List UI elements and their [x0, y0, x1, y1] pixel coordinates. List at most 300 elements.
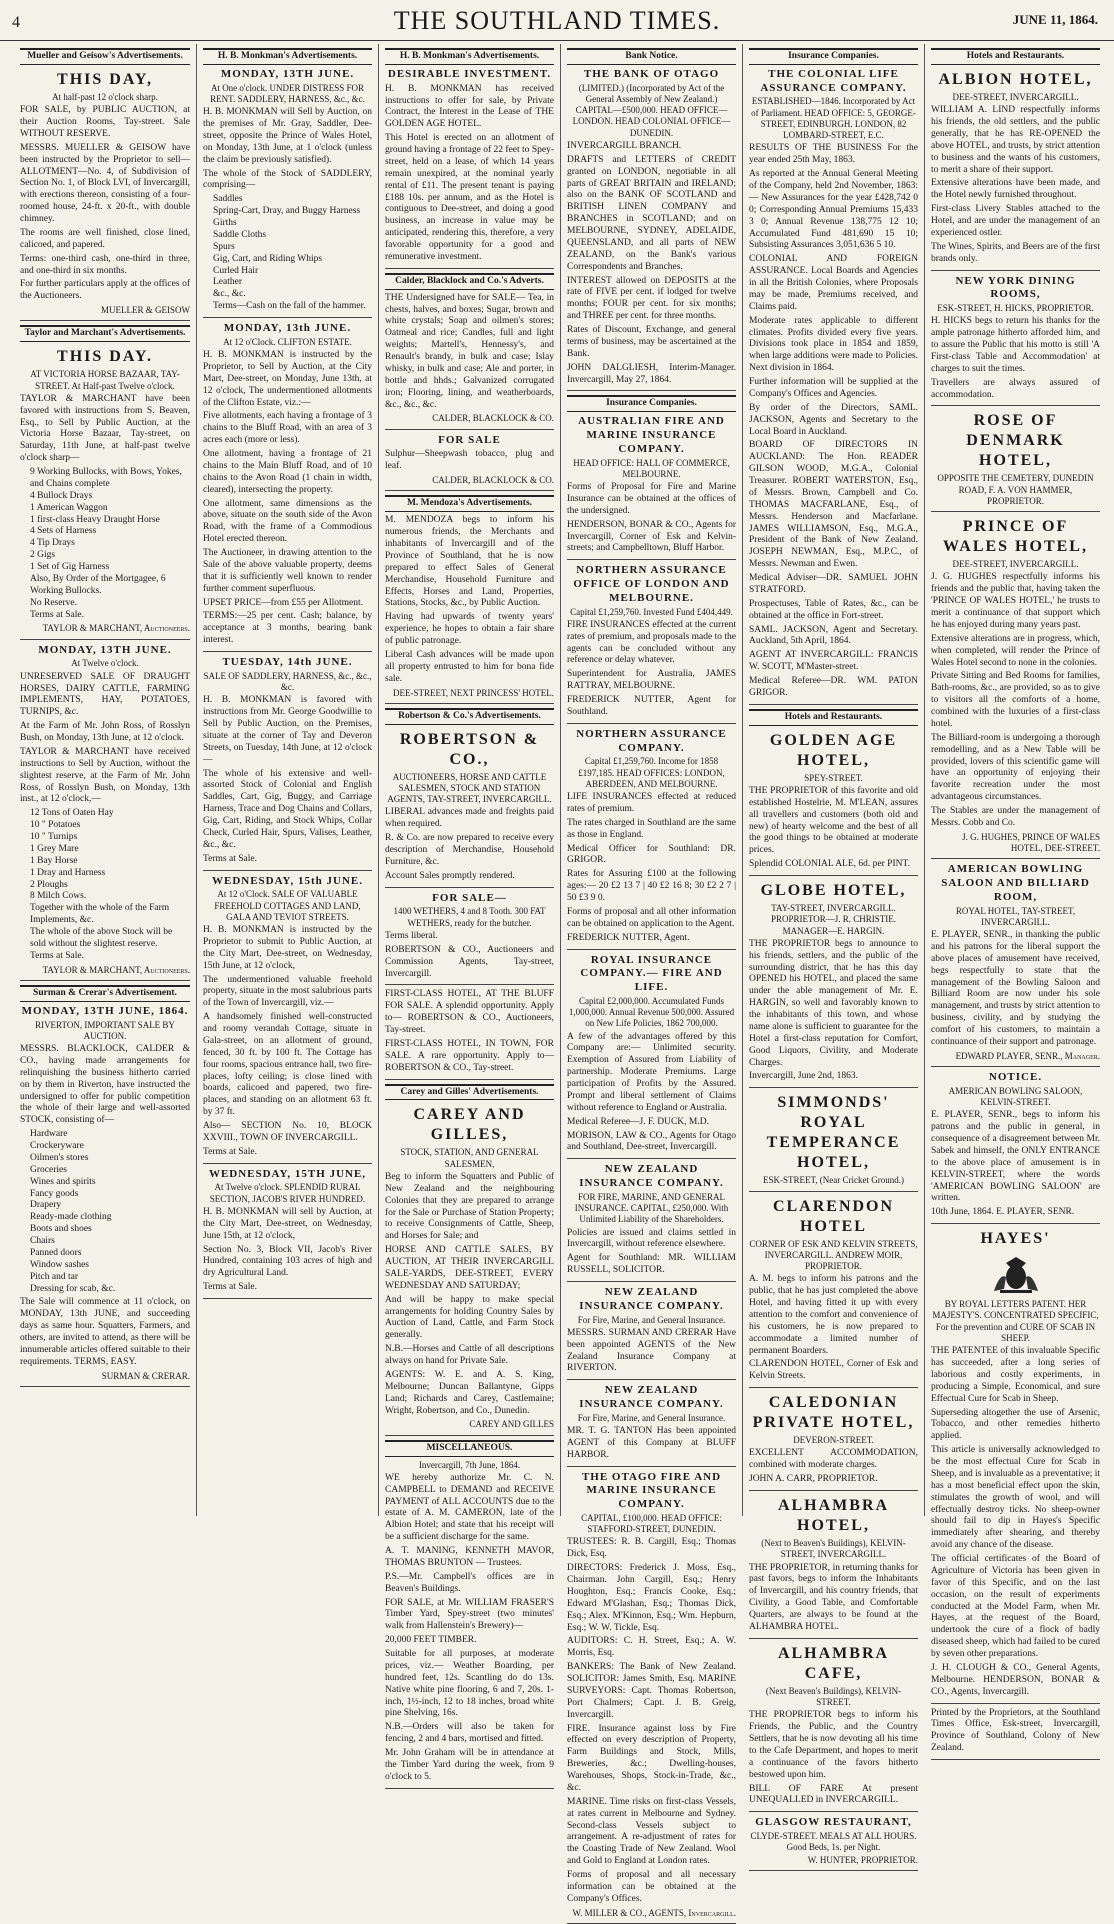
- divider: [20, 980, 190, 981]
- ad-title: FOR SALE—: [432, 891, 507, 904]
- advertisement: [20, 644, 190, 981]
- ad-subtitle: DEVERON-STREET.: [793, 1435, 874, 1446]
- ad-title: WEDNESDAY, 15th JUNE.: [212, 874, 363, 887]
- ad-subtitle: SPEY-STREET.: [804, 772, 863, 783]
- list-item: Groceries: [30, 1164, 67, 1175]
- ad-paragraph: TAYLOR & MARCHANT have been favored with instructions from S. Beaven, Esq., to Sell by Public Auction, at the Victoria Horse Bazaar, Tay-street, on Saturday, 11th June, at half-past twelve o'clock sharp—: [20, 393, 190, 464]
- ad-subtitle: Capital £1,259,760. Income for 1858 £197,185. HEAD OFFICES: LONDON, ABERDEEN, AND MELBOURNE.: [578, 756, 725, 789]
- list-item: 9 Working Bullocks, with Bows, Yokes, and Chains complete: [30, 467, 182, 489]
- ad-paragraph: A handsomely finished well-constructed and roomy verandah Cottage, situate in Gala-street, on an allotment of ground, fenced, 30 ft. by 100 ft. The Cottage has four rooms, spacious entrance hall, two fire-places, lofty ceiling; is close lined with boards, calicoed and papered, two fire-places, and standing on an allotment 63 ft. by 37 ft.: [203, 1012, 372, 1118]
- ad-paragraph: WILLIAM A. LIND respectfully informs his friends, the old settlers, and the public generally, that he has RE-OPENED the above HOTEL, and trusts, by strict attention to business and the wants of his customers, to merit a share of their support.: [931, 105, 1100, 175]
- ad-paragraph: Private Sitting and Bed Rooms for families, Bath-rooms, &c., are provided, so as to give to visitors all the comforts of a home, combined with the luxuries of a first-class hotel.: [931, 671, 1100, 729]
- ad-subtitle: At half-past 12 o'clock sharp.: [52, 91, 158, 102]
- divider: [749, 1490, 918, 1491]
- ad-title: GLASGOW RESTAURANT,: [755, 1816, 912, 1829]
- ad-paragraph: H. B. MONKMAN will sell by Auction, at the City Mart, Dee-street, on Wednesday, June 15th, at 12 o'clock,: [203, 1206, 372, 1241]
- section-header: Insurance Companies.: [567, 395, 736, 412]
- list-item: No Reserve.: [30, 597, 77, 608]
- ad-paragraph: TERMS:—25 per cent. Cash; balance, by acceptance at 3 months, bearing bank interest.: [203, 611, 372, 646]
- list-item: Fancy goods: [30, 1188, 79, 1199]
- advertisement: [203, 656, 372, 871]
- ad-paragraph: Liberal Cash advances will be made upon all property entrusted to him for bona fide sale.: [385, 649, 554, 684]
- ad-section: [203, 48, 372, 1299]
- ad-section: [385, 273, 554, 492]
- ad-title: ROSE OF DENMARK HOTEL,: [966, 412, 1065, 470]
- ad-paragraph: The Auctioneer, in drawing attention to the Sale of the above valuable property, deems that it is sufficiently well known to render further comment superfluous.: [203, 548, 372, 594]
- ad-paragraph: SAML. JACKSON, Agent and Secretary. Auckland, 5th April, 1864.: [749, 624, 918, 647]
- ad-paragraph: The rates charged in Southland are the same as those in England.: [567, 817, 736, 840]
- ad-paragraph: THE PATENTEE of this invaluable Specific has succeeded, after a long series of laborious and costly experiments, in producing a Simple, Economical, and sure Effectual Cure for Scab in Sheep.: [931, 1346, 1100, 1404]
- ad-signature: EDWARD PLAYER, SENR., Manager.: [955, 1050, 1100, 1061]
- ad-paragraph: MORISON, LAW & CO., Agents for Otago and Southland, Dee-street, Invercargill.: [567, 1130, 736, 1153]
- advertisement: [931, 517, 1100, 859]
- ad-signature: DEE-STREET, NEXT PRINCESS' HOTEL.: [392, 687, 554, 698]
- list-item: Gig, Cart, and Riding Whips: [213, 253, 323, 264]
- ad-paragraph: AGENT AT INVERCARGILL: FRANCIS W. SCOTT, M'Master-street.: [749, 650, 918, 673]
- newspaper-columns: [14, 44, 1106, 1918]
- ad-paragraph: The Sale will commence at 11 o'clock, on MONDAY, 13th JUNE, and succeeding days as same hour. Squatters, Farmers, and others, are invited to attend, as there will be innumerable articles offered suitable to their requirements. TERMS, EASY.: [20, 1297, 190, 1367]
- ad-subtitle: At One o'clock. UNDER DISTRESS FOR RENT. SADDLERY, HARNESS, &c., &c.: [210, 82, 365, 104]
- section-header: Robertson & Co.'s Advertisements.: [385, 708, 554, 725]
- advertisement: [203, 1168, 372, 1299]
- ad-paragraph: This Hotel is erected on an allotment of ground having a frontage of 22 feet to Spey-street, held on a lease, of which 14 years remain unexpired, at the nominal yearly rental of £11. The present tenant is paying £188 10s. per annum, and as the Hotel is contiguous to Dee-street, and doing a good business, an increase in value may be anticipated, rendering this, therefore, a very favorable opportunity for a good and remunerative investment.: [385, 133, 554, 262]
- section-header: Hotels and Restaurants.: [749, 709, 918, 726]
- divider: [385, 268, 554, 269]
- ad-paragraph: MR. T. G. TANTON Has been appointed AGENT of this Company at BLUFF HARBOR.: [567, 1426, 736, 1460]
- ad-paragraph: FIRST-CLASS HOTEL, AT THE BLUFF FOR SALE. A splendid opportunity. Apply to— ROBERTSON & CO., Auctioneers, Tay-street.: [385, 989, 554, 1035]
- ad-paragraph: Policies are issued and claims settled in Invercargill, without reference elsewhere.: [567, 1227, 736, 1250]
- divider: [203, 1163, 372, 1164]
- ad-title: THE BANK OF OTAGO: [583, 67, 720, 80]
- ad-paragraph: MESSRS. MUELLER & GEISOW have been instructed by the Proprietor to sell— ALLOTMENT—No. 4, of Subdivision of Section No. 1, of Block LVI, of Invercargill, with erections thereon, consisting of a four-roomed house, 24-ft. x 20-ft., with double chimney.: [20, 142, 190, 224]
- ad-signature: CALDER, BLACKLOCK & CO.: [432, 413, 554, 424]
- ad-paragraph: The Billiard-room is undergoing a thorough remodelling, and as a New Table will be provided, lovers of this scientific game will have an opportunity of enjoying their favorite recreation under the most advantageous circumstances.: [931, 732, 1100, 803]
- ad-paragraph: TAYLOR & MARCHANT have received instructions to Sell by Auction, without the slightest reserve, at the Farm of Mr. John Ross, of Rosslyn Bush, on Monday, 13th inst., at 12 o'clock,—: [20, 746, 190, 805]
- list-item: 1 first-class Heavy Draught Horse: [30, 514, 160, 525]
- advertisement: [567, 68, 736, 392]
- ad-paragraph: TRUSTEES: R. B. Cargill, Esq.; Thomas Dick, Esq.: [567, 1537, 736, 1560]
- ad-paragraph: For further particulars apply at the offices of the Auctioneers.: [20, 279, 190, 302]
- ad-paragraph: A. T. MANING, KENNETH MAVOR, THOMAS BRUNTON — Trustees.: [385, 1546, 554, 1568]
- advertisement: [931, 275, 1100, 407]
- ad-paragraph: THE PROPRIETOR, in returning thanks for past favors, begs to inform the Inhabitants of Invercargill, and his country friends, that Civility, a Good Table, and Comfortable Quarters, are always to be found at the ALHAMBRA HOTEL.: [749, 1562, 918, 1632]
- ad-paragraph: The undermentioned valuable freehold property, situate in the most salubrious parts of the Town of Invercargill, viz.—: [203, 974, 372, 1009]
- ad-subtitle: Capital £1,259,760. Invested Fund £404,449.: [570, 606, 733, 617]
- ad-paragraph: AGENTS: W. E. and A. S. King, Melbourne; Duncan Ballantyne, Gipps Land; Richards and Carey, Castlemaine; Wright, Robertson, and Co., Dunedin.: [385, 1369, 554, 1416]
- ad-subtitle: AUCTIONEERS, HORSE AND CATTLE SALESMEN, STOCK AND STATION AGENTS, TAY-STREET, INVERCARGILL.: [387, 771, 552, 805]
- ad-paragraph: Beg to inform the Squatters and Public of New Zealand and the neighbouring Colonies that they are prepared to arrange for the Sale or Purchase of Station Property; to receive Consignments of Cattle, Sheep, and Horses for Sale; and: [385, 1171, 554, 1242]
- ad-title: DESIRABLE INVESTMENT.: [387, 67, 552, 80]
- ad-paragraph: J. H. CLOUGH & CO., General Agents, Melbourne. HENDERSON, BONAR & CO., Agents, Invercargill.: [931, 1662, 1100, 1697]
- ad-paragraph: Travellers are always assured of accommodation.: [931, 377, 1100, 400]
- divider: [385, 429, 554, 430]
- section-header: Surman & Crerar's Advertisement.: [20, 985, 190, 1002]
- list-item: Terms at Sale.: [30, 950, 84, 961]
- ad-title: NORTHERN ASSURANCE OFFICE OF LONDON AND MELBOURNE.: [573, 564, 730, 604]
- list-item: Chairs: [30, 1236, 55, 1246]
- ad-signature: CALDER, BLACKLOCK & CO.: [432, 475, 554, 486]
- divider: [385, 490, 554, 491]
- ad-paragraph: A few of the advantages offered by this Company are:— Unlimited security. Exemption of Assured from Liability of partnership. Moderate Premiums. Large participation of Profits by the Assured. Prompt and liberal settlement of Claims without reference to England or Australia.: [567, 1031, 736, 1113]
- advertisement: [20, 347, 190, 639]
- column-1: [14, 44, 196, 1516]
- ad-paragraph: UPSET PRICE—from £55 per Allotment.: [203, 597, 364, 608]
- ad-paragraph: RESULTS OF THE BUSINESS For the year ended 25th May, 1863.: [749, 143, 918, 166]
- ad-paragraph: 20,000 FEET TIMBER.: [385, 1635, 477, 1646]
- ad-paragraph: INTEREST allowed on DEPOSITS at the rate of FIVE per cent. if lodged for twelve months; FOUR per cent. for six months; and THREE per cent. for three months.: [567, 275, 736, 322]
- ad-paragraph: E. PLAYER, SENR., in thanking the public and his patrons for the liberal support the above places of amusement have received, begs respectfully to state that the management of the Bowling Saloon and Billiard Room are now under his sole management, and trusts by strict attention to business, civility, and by studying the comfort of his customers, to maintain a continuance of their support and patronage.: [931, 930, 1100, 1047]
- list-item: 2 Ploughs: [30, 879, 68, 890]
- ad-paragraph: The whole of the Stock of SADDLERY, comprising—: [203, 168, 372, 191]
- ad-paragraph: FOR SALE, by PUBLIC AUCTION, at their Auction Rooms, Tay-street. Sale WITHOUT RESERVE.: [20, 105, 190, 139]
- ad-title: CAREY AND GILLES,: [413, 1106, 526, 1144]
- divider: [931, 1066, 1100, 1067]
- divider: [749, 1191, 918, 1192]
- ad-paragraph: MESSRS. SURMAN AND CRERAR Have been appointed AGENTS of the New Zealand Insurance Company at RIVERTON.: [567, 1327, 736, 1374]
- divider: [931, 511, 1100, 512]
- list-item: Drapery: [30, 1200, 62, 1211]
- ad-section: [749, 709, 918, 1871]
- ad-paragraph: Splendid COLONIAL ALE, 6d. per PINT.: [749, 859, 910, 870]
- advertisement: [385, 1460, 554, 1789]
- ad-paragraph: Terms at Sale.: [203, 1146, 257, 1157]
- ad-paragraph: INVERCARGILL BRANCH.: [567, 140, 682, 151]
- ad-paragraph: EXCELLENT ACCOMMODATION, combined with moderate charges.: [749, 1448, 918, 1471]
- ad-paragraph: At the Farm of Mr. John Ross, of Rosslyn Bush, on Monday, 13th June, at 12 o'clock.: [20, 721, 190, 743]
- masthead: [0, 0, 1114, 41]
- ad-paragraph: H. B. MONKMAN is favored with instructions from Mr. George Goodwillie to Sell by Public Auction, on the Premises, situate at the corner of Tay and Deveron Streets, on Tuesday, 14th June, at 12 o'clock—: [203, 695, 372, 765]
- ad-subtitle: At Twelve o'clock. SPLENDID RURAL SECTION, JACOB'S RIVER HUNDRED.: [209, 1182, 366, 1204]
- ad-subtitle: OPPOSITE THE CEMETERY, DUNEDIN ROAD, F. A. VON HAMMER, PROPRIETOR.: [937, 473, 1094, 506]
- ad-title: GLOBE HOTEL,: [760, 882, 907, 899]
- divider: [749, 1870, 918, 1871]
- ad-signature: J. G. HUGHES, PRINCE OF WALES HOTEL, DEE-STREET.: [962, 831, 1100, 853]
- ad-paragraph: LIFE INSURANCES effected at reduced rates of premium.: [567, 792, 736, 814]
- ad-paragraph: WE hereby authorize Mr. C. N. CAMPBELL to DEMAND and RECEIVE PAYMENT of ALL ACCOUNTS due to the estate of A. M. CAMERON, late of the Albion Hotel; and state that his receipt will be a sufficient discharge for the same.: [385, 1472, 554, 1543]
- divider: [567, 559, 736, 560]
- ad-section: [385, 708, 554, 1080]
- ad-signature: W. HUNTER, PROPRIETOR.: [807, 1854, 918, 1865]
- ad-subtitle: (LIMITED.) (Incorporated by Act of the General Assembly of New Zealand.) CAPITAL—£500,000. HEAD OFFICE—LONDON. HEAD COLONIAL OFFICE—DUNEDIN.: [572, 82, 731, 138]
- list-item: Spurs: [213, 241, 235, 252]
- advertisement: [749, 731, 918, 876]
- section-header: M. Mendoza's Advertisements.: [385, 495, 554, 512]
- ad-title: CLARENDON HOTEL: [772, 1197, 895, 1235]
- ad-paragraph: Section No. 3, Block VII, Jacob's River Hundred, containing 103 acres of high and dry Agricultural Land.: [203, 1244, 372, 1279]
- ad-subtitle: (Next to Beaven's Buildings), KELVIN-STREET, INVERCARGILL.: [761, 1538, 906, 1560]
- divider: [567, 1158, 736, 1159]
- divider: [749, 704, 918, 705]
- advertisement: [931, 1071, 1100, 1224]
- section-header: Insurance Companies.: [749, 48, 918, 65]
- column-2: [196, 44, 378, 1516]
- ad-signature: TAYLOR & MARCHANT, Auctioneers.: [42, 623, 190, 634]
- divider: [931, 270, 1100, 271]
- list-item: 1 Dray and Harness: [30, 867, 106, 878]
- list-item: 4 Tip Drays: [30, 538, 75, 549]
- ad-paragraph: BILL OF FARE At present UNEQUALLED in INVERCARGILL.: [749, 1783, 918, 1806]
- list-item: 1 Set of Gig Harness: [30, 562, 110, 572]
- ad-paragraph: Forms of proposal and all necessary information can be obtained at the Company's Offices.: [567, 1870, 736, 1904]
- divider: [203, 317, 372, 318]
- divider: [931, 1223, 1100, 1224]
- list-item: Terms—Cash on the fall of the hammer.: [213, 301, 366, 312]
- ad-subtitle: For Fire, Marine, and General Insurance.: [577, 1412, 726, 1423]
- ad-paragraph: Also— SECTION No. 10, BLOCK XXVIII., TOWN OF INVERCARGILL.: [203, 1121, 372, 1143]
- item-list: [30, 467, 190, 621]
- ad-subtitle: At Twelve o'clock.: [71, 658, 139, 669]
- divider: [20, 639, 190, 640]
- newspaper-title: THE SOUTHLAND TIMES.: [393, 6, 721, 35]
- divider: [203, 1298, 372, 1299]
- advertisement: [203, 322, 372, 652]
- ad-title: NOTICE.: [988, 1071, 1043, 1083]
- ad-title: THIS DAY.: [57, 348, 153, 366]
- ad-paragraph: BANKERS: The Bank of New Zealand. SOLICITOR: James Smith, Esq. MARINE SURVEYORS: Capt. Thomas Robertson, Port Chalmers; Capt. J. B. Greig, Invercargill.: [567, 1662, 736, 1720]
- section-header: Mueller and Geisow's Advertisements.: [20, 48, 190, 65]
- item-list: [30, 808, 190, 962]
- ad-title: PRINCE OF WALES HOTEL,: [943, 518, 1088, 556]
- ad-paragraph: Sulphur—Sheepwash tobacco, plug and leaf.: [385, 449, 554, 472]
- ad-paragraph: FOR SALE, at Mr. WILLIAM FRASER'S Timber Yard, Spey-street (two minutes' walk from Hallenstein's Brewery)—: [385, 1597, 554, 1632]
- divider: [385, 887, 554, 888]
- advertisement: [567, 1384, 736, 1466]
- divider: [931, 858, 1100, 859]
- column-5: [742, 44, 924, 1865]
- ad-paragraph: P.S.—Mr. Campbell's offices are in Beaven's Buildings.: [385, 1571, 554, 1594]
- ad-paragraph: The official certificates of the Board of Agriculture of Victoria has been given in favor of this Specific, and on the last occasion, on the result of experiments conducted at the Model Farm, when Mr. Hayes, at the request of the Board, undertook the cure of a flock of badly diseased sheep, which had failed to be cured by seven other preparations.: [931, 1554, 1100, 1659]
- ad-section: [385, 1440, 554, 1789]
- advertisement: [567, 564, 736, 724]
- list-item: 10 " Turnips: [30, 832, 78, 842]
- section-header: H. B. Monkman's Advertisements.: [385, 48, 554, 65]
- ad-paragraph: The Wines, Spirits, and Beers are of the first brands only.: [931, 241, 1100, 264]
- ad-subtitle: STOCK, STATION, AND GENERAL SALESMEN,: [400, 1147, 539, 1169]
- list-item: Oilmen's stores: [30, 1152, 89, 1163]
- ad-paragraph: Terms: one-third cash, one-third in three, and one-third in six months.: [20, 253, 190, 276]
- ad-subtitle: ESK-STREET, H. HICKS, PROPRIETOR.: [937, 303, 1094, 313]
- ad-title: TUESDAY, 14th JUNE.: [222, 656, 353, 668]
- list-item: The whole of the above Stock will be sold without the slightest reserve.: [30, 927, 173, 949]
- ad-paragraph: Forms of proposal and all other information can be obtained on application to the Agent.: [567, 906, 736, 929]
- advertisement: [749, 1644, 918, 1813]
- ad-paragraph: HORSE AND CATTLE SALES, BY AUCTION, AT THEIR INVERCARGILL SALE-YARDS, DEE-STREET, EVERY WEDNESDAY AND SATURDAY;: [385, 1245, 554, 1291]
- advertisement: [931, 411, 1100, 512]
- divider: [385, 703, 554, 704]
- column-4: [560, 44, 742, 1918]
- ad-subtitle: RIVERTON, IMPORTANT SALE BY AUCTION.: [35, 1019, 175, 1041]
- ad-paragraph: One allotment, same dimensions as the above, situate on the south side of the Avon Road, with the frame of a Commodious Hotel erected thereon.: [203, 498, 372, 545]
- ad-subtitle: CAPITAL, £100,000. HEAD OFFICE: STAFFORD-STREET, DUNEDIN.: [581, 1512, 722, 1535]
- advertisement: [749, 1393, 918, 1491]
- advertisement: [567, 1471, 736, 1924]
- ad-title: MONDAY, 13TH JUNE.: [220, 67, 355, 80]
- ad-paragraph: DIRECTORS: Frederick J. Moss, Esq., Chairman. John Cargill, Esq.; Henry Houghton, Esq.; Francis Cooke, Esq.; Edward M'Glashan, Esq.; Thomas Dick, Esq.; Alex. M'Kinnon, Esq.; Wm. Hepburn, Esq.; W. W. Tickle, Esq.: [567, 1563, 736, 1633]
- advertisement: [749, 68, 918, 705]
- list-item: 4 Sets of Harness: [30, 526, 97, 537]
- section-header: Carey and Gilles' Advertisements.: [385, 1084, 554, 1101]
- list-item: 1 American Waggon: [30, 502, 108, 513]
- list-item: Crockeryware: [30, 1141, 84, 1151]
- ad-paragraph: CLARENDON HOTEL, Corner of Esk and Kelvin Streets.: [749, 1359, 918, 1382]
- divider: [749, 1811, 918, 1812]
- advertisement: [931, 1708, 1100, 1761]
- ad-title: GOLDEN AGE HOTEL,: [769, 731, 898, 769]
- ad-signature: CAREY AND GILLES: [469, 1419, 554, 1430]
- ad-title: THIS DAY,: [57, 70, 153, 88]
- ad-subtitle: At 12 o'Clock. SALE OF VALUABLE FREEHOLD COTTAGES AND LAND, GALA AND TEVIOT STREETS.: [214, 889, 361, 922]
- list-item: Spring-Cart, Dray, and Buggy Harness: [213, 206, 361, 217]
- ad-subtitle: DEE-STREET, INVERCARGILL.: [952, 559, 1079, 570]
- ad-paragraph: Invercargill, June 2nd, 1863.: [749, 1071, 859, 1082]
- ad-paragraph: MARINE. Time risks on first-class Vessels, at rates current in Melbourne and Sydney. Second-class Vessels subject to arrangement. A re-adjustment of rates for the Coasting Trade of New Zealand. Wool and Gold to England at London rates.: [567, 1796, 736, 1867]
- ad-paragraph: Account Sales promptly rendered.: [385, 870, 515, 881]
- divider: [567, 723, 736, 724]
- divider: [203, 651, 372, 652]
- divider: [385, 1435, 554, 1436]
- ad-paragraph: Extensive alterations are in progress, which, when completed, will render the Prince of Wales Hotel second to none in the colonies.: [931, 633, 1100, 668]
- ad-title: CALEDONIAN PRIVATE HOTEL,: [752, 1394, 915, 1432]
- advertisement: [385, 989, 554, 1079]
- ad-paragraph: COLONIAL AND FOREIGN ASSURANCE. Local Boards and Agencies in all the British Colonies, where Proposals may be made, Premiums received, and Claims paid.: [749, 254, 918, 312]
- section-header: H. B. Monkman's Advertisements.: [203, 48, 372, 65]
- ad-paragraph: FREDERICK NUTTER, Agent.: [567, 932, 690, 943]
- ad-title: NORTHERN ASSURANCE COMPANY.: [576, 727, 727, 754]
- advertisement: [567, 728, 736, 950]
- list-item: Wines and spirits: [30, 1176, 96, 1187]
- ad-section: [567, 48, 736, 391]
- ad-paragraph: Printed by the Proprietors, at the Southland Times Office, Esk-street, Invercargill, Province of Southland, Colony of New Zealand.: [931, 1707, 1100, 1754]
- ad-paragraph: The rooms are well finished, close lined, calicoed, and papered.: [20, 227, 190, 250]
- ad-title: AUSTRALIAN FIRE AND MARINE INSURANCE COMPANY.: [578, 415, 725, 455]
- ad-paragraph: H. HICKS begs to return his thanks for the ample patronage hitherto afforded him, and to assure the Public that his motto is still 'A First-class Table and Accommodation' at charges to suit the times.: [931, 316, 1100, 374]
- advertisement: [385, 1105, 554, 1435]
- ad-paragraph: H. B. MONKMAN has received instructions to offer for sale, by Private Contract, the Interest in the Lease of THE GOLDEN AGE HOTEL.: [385, 83, 554, 130]
- list-item: 1 Bay Horse: [30, 855, 78, 866]
- list-item: Dressing for scab, &c.: [30, 1283, 116, 1294]
- ad-section: [20, 48, 190, 321]
- ad-paragraph: DRAFTS and LETTERS of CREDIT granted on LONDON, negotiable in all parts of GREAT BRITAIN and IRELAND; also on the BANK OF SCOTLAND and BRITISH LINEN COMPANY and BRANCHES in SCOTLAND; and on MELBOURNE, SYDNEY, ADELAIDE, QUEENSLAND, and all parts of NEW ZEALAND, on the Bank's various Correspondents and Branches.: [567, 154, 736, 272]
- list-item: Ready-made clothing: [30, 1212, 112, 1223]
- column-6: [924, 44, 1106, 1754]
- divider: [385, 1079, 554, 1080]
- advertisement: [385, 730, 554, 888]
- divider: [567, 390, 736, 391]
- list-item: Girths: [213, 218, 237, 228]
- ad-paragraph: Extensive alterations have been made, and the Hotel newly furnished throughout.: [931, 178, 1100, 201]
- list-item: Panned doors: [30, 1247, 82, 1258]
- ad-paragraph: Agent for Southland: MR. WILLIAM RUSSELL, SOLICITOR.: [567, 1253, 736, 1276]
- ad-paragraph: E. PLAYER, SENR., begs to inform his patrons and the public in general, in consequence of a disagreement between Mr. Sabek and himself, the ONLY ENTRANCE to the above place of amusement is in KELVIN-STREET, where the words 'AMERICAN BOWLING SALOON' are written.: [931, 1110, 1100, 1204]
- ad-section: [20, 985, 190, 1387]
- ad-title: ROBERTSON & CO.,: [399, 730, 540, 768]
- advertisement: [931, 70, 1100, 271]
- ad-paragraph: JOHN A. CARR, PROPRIETOR.: [749, 1474, 878, 1485]
- list-item: Hardware: [30, 1129, 68, 1140]
- divider: [749, 1087, 918, 1088]
- ad-paragraph: As reported at the Annual General Meeting of the Company, held 2nd November, 1863:— New Assurances for the year £428,742 0 0; Corresponding Annual Premiums 15,433 3 0; Annual Revenue 138,775 12 10; Accumulated Fund 481,690 15 10; Subsisting Assurances 3,051,636 5 10.: [749, 169, 918, 251]
- ad-section: [385, 495, 554, 703]
- divider: [20, 1386, 190, 1387]
- advertisement: [931, 863, 1100, 1067]
- ad-paragraph: The whole of his extensive and well-assorted Stock of Colonial and English Saddles, Cart, Gig, Buggy, and Carriage Harness, Trace and Dog Chains and Collars, Gig, Cart, Riding, and Stock Whips, Collar Check, Curled Hair, Spurs, Valises, Leather, &c., &c.: [203, 768, 372, 850]
- advertisement: [931, 1229, 1100, 1703]
- ad-subtitle: BY ROYAL LETTERS PATENT. HER MAJESTY'S. CONCENTRATED SPECIFIC, For the prevention and CURE OF SCAB IN SHEEP.: [932, 1299, 1099, 1343]
- ad-paragraph: Terms liberal.: [385, 930, 438, 941]
- ad-subtitle: CORNER OF ESK AND KELVIN STREETS, INVERCARGILL. ANDREW MOIR, PROPRIETOR.: [749, 1238, 918, 1271]
- ad-paragraph: This article is universally acknowledged to be the most effectual Cure for Scab in Sheep, and is invaluable as a preventative; it has a most beneficial effect upon the skin, stimulates the growth of wool, and will effectually destroy ticks. No sheep-owner should fail to dip in Hayes's Specific immediately after shearing, and thereby avoid any chance of the disease.: [931, 1445, 1100, 1551]
- ad-subtitle: AT VICTORIA HORSE BAZAAR, TAY-STREET. At Half-past Twelve o'clock.: [30, 369, 180, 391]
- ad-subtitle: ROYAL HOTEL, TAY-STREET, INVERCARGILL.: [955, 905, 1076, 927]
- ad-paragraph: H. B. MONKMAN is instructed by the Proprietor, to Sell by Auction, at the City Mart, Dee-street, on Monday, June 13th, at 12 o'clock, The undermentioned allotments of the Clifton Estate, viz.:—: [203, 350, 372, 408]
- ad-paragraph: 10th June, 1864. E. PLAYER, SENR.: [931, 1207, 1075, 1218]
- ad-paragraph: H. B. MONKMAN is instructed by the Proprietor to submit to Public Auction, at the City Mart, Dee-street, on Wednesday, 15th June, at 12 o'clock,: [203, 925, 372, 971]
- list-item: 2 Gigs: [30, 550, 56, 561]
- advertisement: [749, 1197, 918, 1389]
- ad-paragraph: H. B. MONKMAN will Sell by Auction, on the premises of Mr. Gray, Saddler, Dee-street, opposite the Prince of Wales Hotel, on Monday, 13th June, at 1 o'clock (unless the claim be previously satisfied).: [203, 107, 372, 165]
- ad-title: NEW ZEALAND INSURANCE COMPANY.: [579, 1384, 724, 1410]
- advertisement: [567, 1163, 736, 1282]
- ad-paragraph: Superseding altogether the use of Arsenic, Tobacco, and other remedies hitherto applied.: [931, 1407, 1100, 1442]
- section-header: Bank Notice.: [567, 48, 736, 65]
- advertisement: [385, 68, 554, 269]
- ad-subtitle: Capital £2,000,000. Accumulated Funds 1,000,000. Annual Revenue 500,000. Assured on New Life Policies, 1862 700,000.: [568, 995, 735, 1029]
- item-list: [213, 194, 372, 313]
- ad-paragraph: First-class Livery Stables attached to the Hotel, and are under the management of an experienced ostler.: [931, 204, 1100, 238]
- ad-subtitle: DEE-STREET, INVERCARGILL.: [952, 91, 1079, 102]
- ad-paragraph: M. MENDOZA begs to inform his numerous friends, the Merchants and inhabitants of Invercargill and of the Province of Southland, that he is now prepared to effect Sales of General Merchandise, Household Furniture and Effects, Horses and Land, Properties, Stations, Stocks, &c., by Public Auction.: [385, 515, 554, 609]
- ad-paragraph: AUDITORS: C. H. Street, Esq.; A. W. Morris, Esq.: [567, 1636, 736, 1659]
- ad-paragraph: Superintendent for Australia, JAMES RATTRAY, MELBOURNE.: [567, 669, 736, 692]
- divider: [203, 870, 372, 871]
- ad-subtitle: ESTABLISHED—1846. Incorporated by Act of Parliament. HEAD OFFICE: 5, GEORGE-STREET, EDINBURGH. LONDON, 82 LOMBARD-STREET, E.C.: [751, 96, 916, 141]
- ad-title: NEW ZEALAND INSURANCE COMPANY.: [579, 1286, 724, 1312]
- ad-paragraph: LIBERAL advances made and freights paid when required.: [385, 807, 554, 830]
- ad-subtitle: SALE OF SADDLERY, HARNESS, &c., &c., &c.: [203, 670, 372, 692]
- ad-title: ALHAMBRA HOTEL,: [777, 1497, 890, 1534]
- list-item: Saddle Cloths: [213, 229, 267, 240]
- list-item: 12 Tons of Oaten Hay: [30, 808, 114, 819]
- ad-paragraph: By order of the Directors, SAML. JACKSON, Agents and Secretary to the Local Board in Auckland.: [749, 402, 918, 437]
- ad-paragraph: Rates for Assuring £100 at the following ages:— 20 £2 13 7 | 40 £2 16 8; 30 £2 2 7 | 50 £3 9 0.: [567, 869, 736, 903]
- ad-subtitle: ESK-STREET, (Near Cricket Ground.): [762, 1175, 905, 1186]
- royal-arms-icon: [986, 1253, 1046, 1295]
- ad-paragraph: THE PROPRIETOR begs to announce to his friends, settlers, and the public of the surrounding district, that he has this day OPENED his HOTEL, and placed the same under the able management of Mr. E. HARGIN, so well and favorably known to the inhabitants of this town, and whose name alone is sufficient to guarantee for the Hotel a first-class reputation for Comfort, Good Liquors, Civility, and Moderate Charges.: [749, 938, 918, 1068]
- advertisement: [385, 293, 554, 430]
- ad-subtitle: At 12 o'Clock. CLIFTON ESTATE.: [223, 336, 352, 347]
- ad-paragraph: THE Undersigned have for SALE— Tea, in chests, halves, and boxes; Sugar, brown and white crystals; Soap and oilmen's stores; Oatmeal and rice; Candles, full and light weights; Martell's, Hennessy's, and Renault's brandy, in bulk and case; Islay whisky, in bulk and case; Ale and porter, in bottle and hhds.; Galvanized corrugated iron; Flooring, lining, and weatherboards, &c., &c., &c.: [385, 292, 554, 410]
- ad-section: [567, 395, 736, 1924]
- ad-paragraph: Terms at Sale.: [203, 853, 257, 864]
- ad-title: AMERICAN BOWLING SALOON AND BILLIARD ROOM,: [941, 863, 1090, 903]
- advertisement: [749, 1093, 918, 1191]
- ad-paragraph: J. G. HUGHES respectfully informs his friends and the public that, having taken the 'PRINCE OF WALES HOTEL,' he trusts to merit a continuance of that support which he has enjoyed during many years past.: [931, 572, 1100, 630]
- ad-paragraph: Mr. John Graham will be in attendance at the Timber Yard during the week, from 9 o'clock to 5.: [385, 1748, 554, 1782]
- divider: [749, 1387, 918, 1388]
- ad-title: MONDAY, 13TH JUNE.: [38, 643, 172, 656]
- ad-title: SIMMONDS' ROYAL TEMPERANCE HOTEL,: [766, 1094, 901, 1172]
- ad-paragraph: The Stables are under the management of Messrs. Cobb and Co.: [931, 806, 1100, 828]
- list-item: Also, By Order of the Mortgagee, 6 Working Bullocks.: [30, 573, 166, 596]
- item-list: [30, 1129, 190, 1295]
- list-item: 1 Grey Mare: [30, 843, 79, 854]
- ad-title: NEW YORK DINING ROOMS,: [955, 274, 1076, 301]
- divider: [931, 1759, 1100, 1760]
- ad-paragraph: R. & Co. are now prepared to receive every description of Merchandise, Household Furniture, &c.: [385, 833, 554, 867]
- section-header: Taylor and Marchant's Advertisements.: [20, 325, 190, 342]
- ad-paragraph: A. M. begs to inform his patrons and the public, that he has just completed the above Hotel, and having fitted it up with every attention to the comfort and convenience of his customers, he is now prepared to accommodate a limited number of permanent Boarders.: [749, 1274, 918, 1356]
- advertisement: [385, 892, 554, 986]
